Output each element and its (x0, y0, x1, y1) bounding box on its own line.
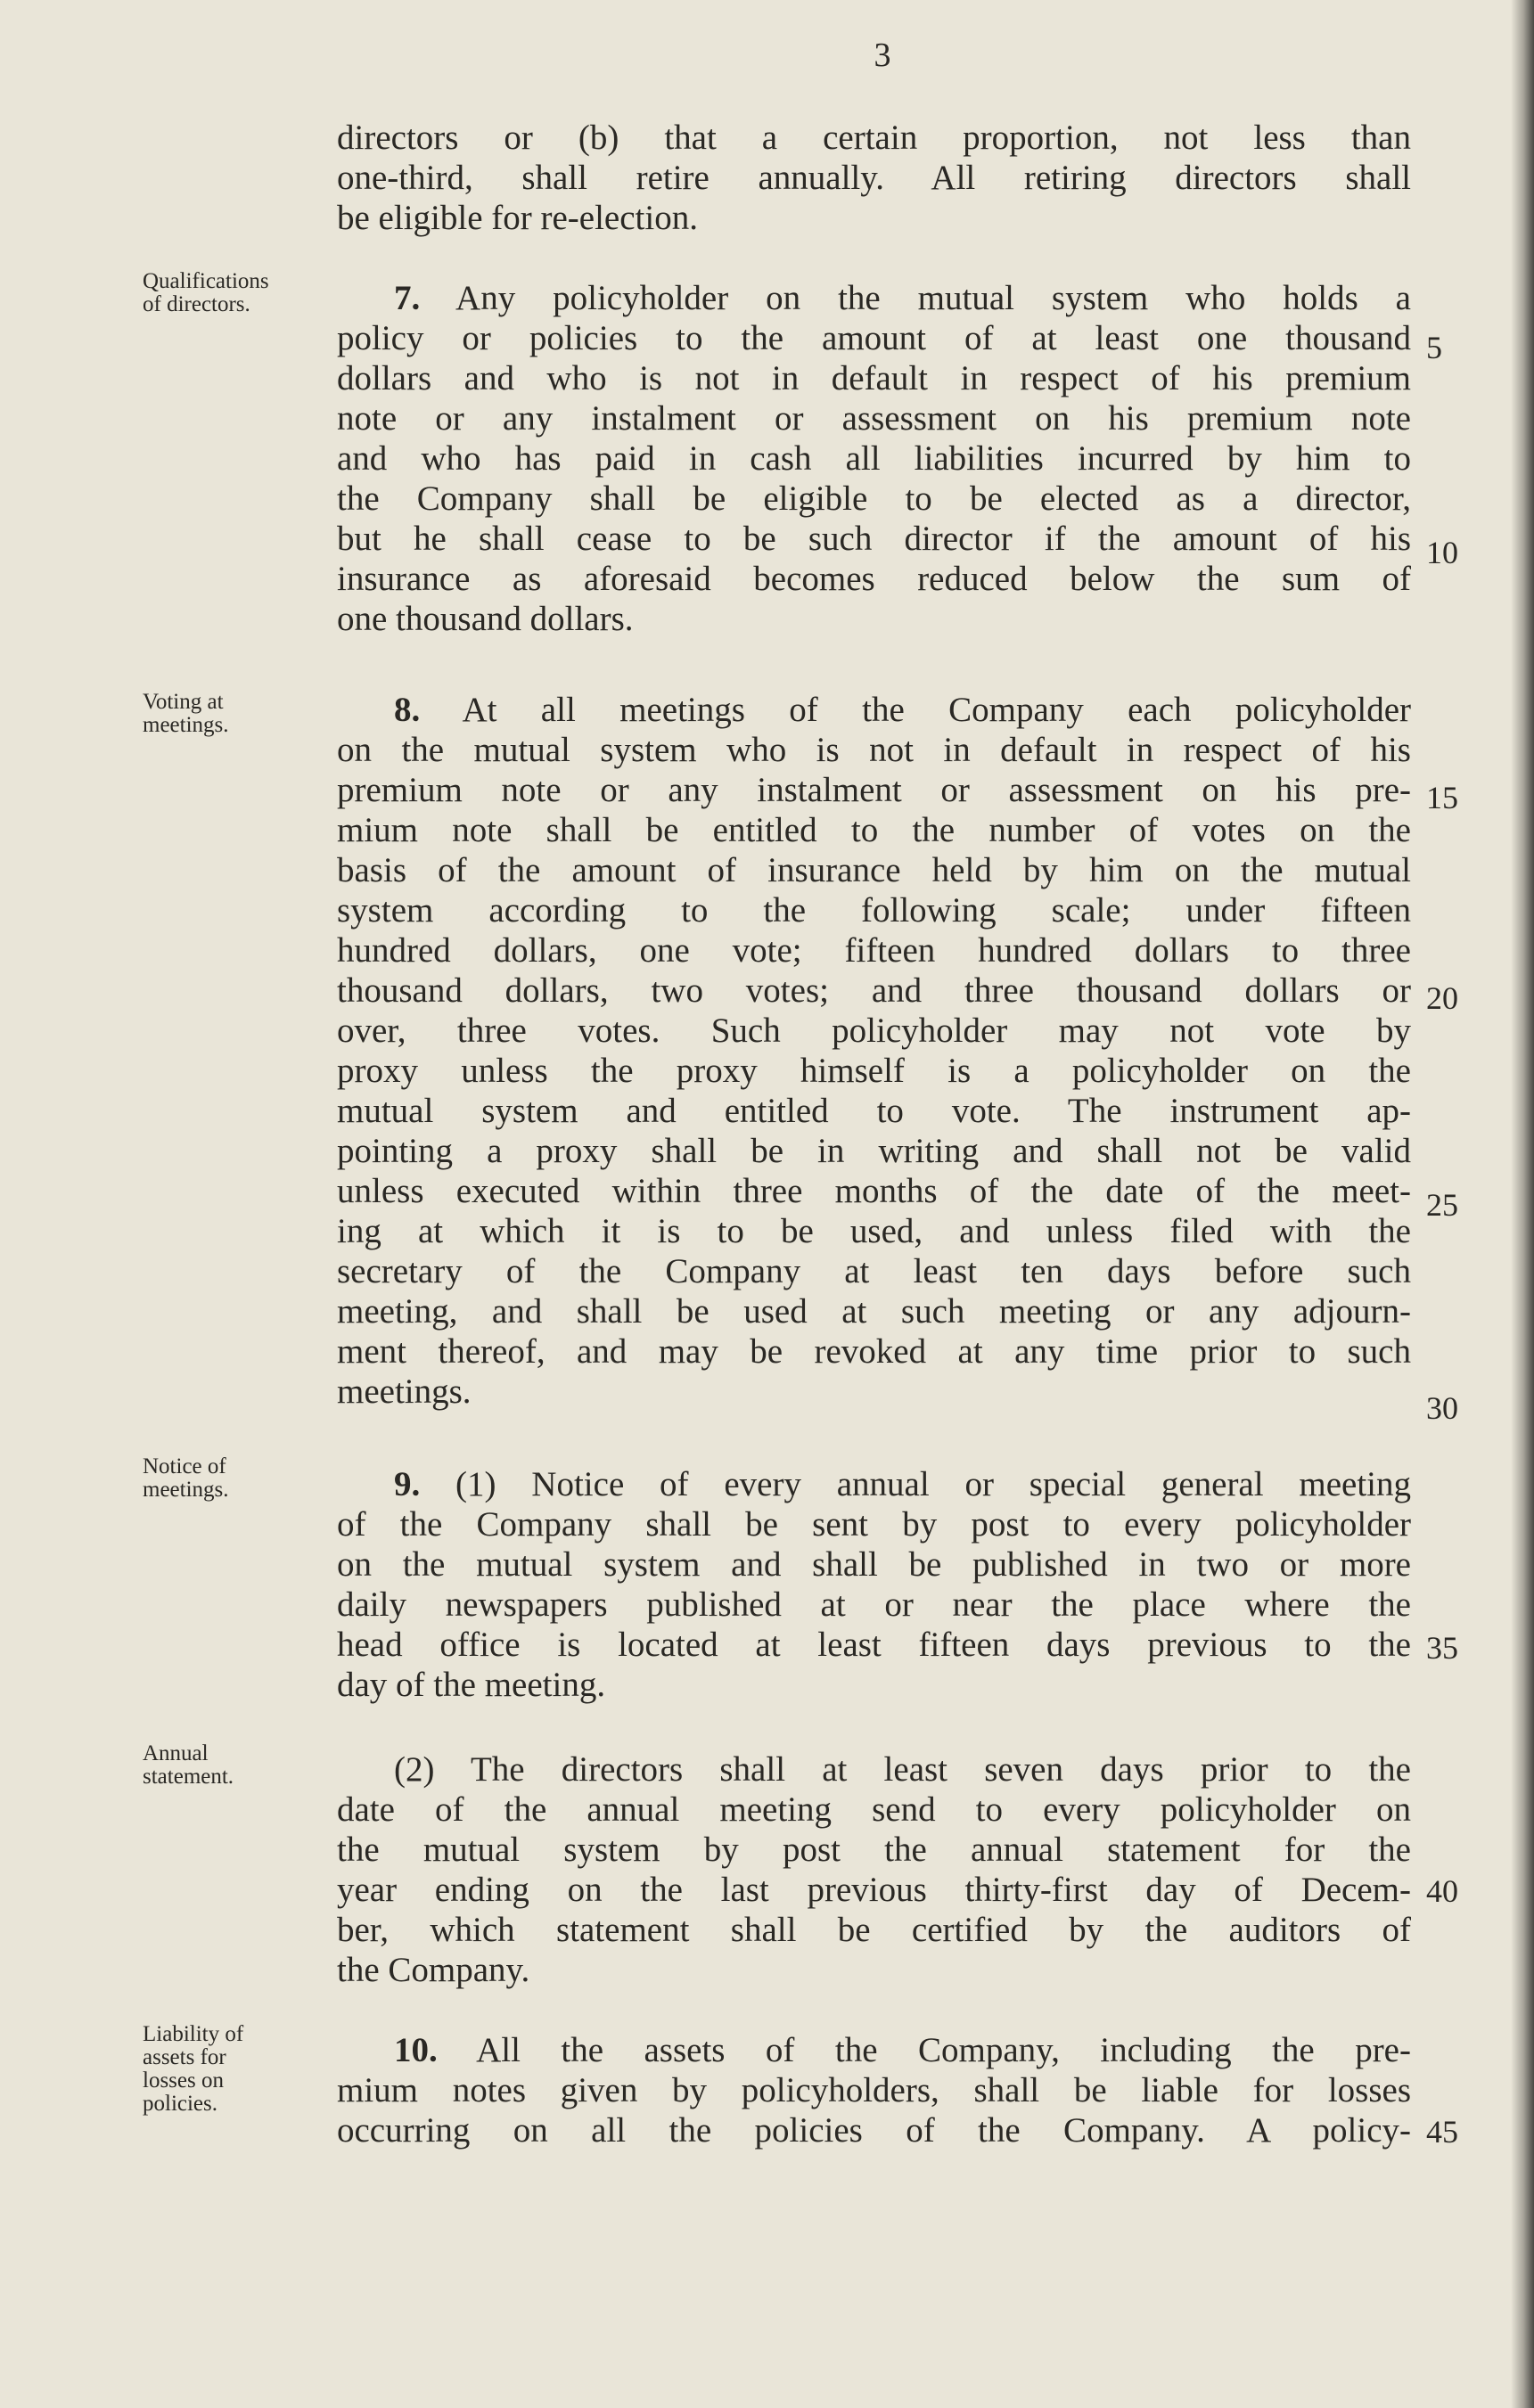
section-9 (337, 1464, 1411, 1705)
text-line: policy or policies to the amount of at least one thousand (337, 319, 1411, 357)
line-number-5: 5 (1426, 330, 1442, 365)
text-line: meetings. (337, 1372, 472, 1411)
text-line: unless executed within three months of the date of the meet- (337, 1172, 1411, 1210)
line-number-45: 45 (1426, 2114, 1458, 2150)
text-line: be eligible for re-election. (337, 199, 698, 237)
text-line: but he shall cease to be such director if the amount of his (337, 520, 1411, 558)
margin-note-notice: Notice of meetings. (143, 1454, 229, 1502)
text-line: head office is located at least fifteen days previous to the (337, 1626, 1411, 1664)
text-line: thousand dollars, two votes; and three thousand dollars or (337, 971, 1411, 1010)
margin-note-annual-statement: Annual statement. (143, 1741, 234, 1789)
section-8 (337, 690, 1411, 1412)
text-line: the Company. (337, 1951, 530, 1989)
text-line: the mutual system by post the annual statement for the (337, 1831, 1411, 1869)
section-10 (337, 2030, 1411, 2150)
text-line: pointing a proxy shall be in writing and shall not be valid (337, 1132, 1411, 1170)
text-line: 8. At all meetings of the Company each policyholder (394, 691, 1411, 729)
text-line: over, three votes. Such policyholder may not vote by (337, 1012, 1411, 1050)
margin-note-voting: Voting at meetings. (143, 690, 229, 737)
text-line: proxy unless the proxy himself is a policyholder on the (337, 1052, 1411, 1090)
text-line: note or any instalment or assessment on his premium note (337, 399, 1411, 438)
text-line: ber, which statement shall be certified by the auditors of (337, 1911, 1411, 1949)
text-line: ment thereof, and may be revoked at any time prior to such (337, 1332, 1411, 1371)
text-line: hundred dollars, one vote; fifteen hundred dollars to three (337, 931, 1411, 970)
text-line: year ending on the last previous thirty-first day of Decem- (337, 1871, 1411, 1909)
section-9-2 (337, 1749, 1411, 1990)
text-line: one-third, shall retire annually. All retiring directors shall (337, 159, 1411, 197)
text-line: ing at which it is to be used, and unless filed with the (337, 1212, 1411, 1250)
page-number: 3 (874, 37, 891, 74)
section-number: 8. (394, 691, 421, 729)
text-line: on the mutual system who is not in default in respect of his (337, 731, 1411, 769)
section-7 (337, 278, 1411, 639)
text-line: 9. (1) Notice of every annual or special general meeting (394, 1465, 1411, 1503)
text-line: dollars and who is not in default in respect of his premium (337, 359, 1411, 397)
text-line: directors or (b) that a certain proportion, not less than (337, 119, 1411, 157)
text-line: of the Company shall be sent by post to every policyholder (337, 1505, 1411, 1544)
text-line: occurring on all the policies of the Company. A policy- (337, 2111, 1411, 2150)
intro-paragraph (337, 118, 1411, 238)
text-line: the Company shall be eligible to be elected as a director, (337, 479, 1411, 518)
text-line: insurance as aforesaid becomes reduced below the sum of (337, 560, 1411, 598)
text-line: basis of the amount of insurance held by him on the mutual (337, 851, 1411, 889)
section-number: 7. (394, 279, 421, 317)
text-line: (2) The directors shall at least seven days prior to the (394, 1750, 1411, 1789)
text-line: premium note or any instalment or assessment on his pre- (337, 771, 1411, 809)
text-line: system according to the following scale; under fifteen (337, 891, 1411, 930)
text-line: meeting, and shall be used at such meeting or any adjourn- (337, 1292, 1411, 1331)
text-line: date of the annual meeting send to every policyholder on (337, 1790, 1411, 1829)
text-line: mutual system and entitled to vote. The instrument ap- (337, 1092, 1411, 1130)
line-number-25: 25 (1426, 1187, 1458, 1223)
text-line: secretary of the Company at least ten days before such (337, 1252, 1411, 1290)
section-number: 10. (394, 2031, 438, 2069)
page-edge-shadow (1511, 0, 1534, 2408)
text-line: one thousand dollars. (337, 600, 634, 638)
margin-note-qualifications: Qualifications of directors. (143, 269, 269, 316)
text-line: 7. Any policyholder on the mutual system who holds a (394, 279, 1411, 317)
text-line: 10. All the assets of the Company, including the pre- (394, 2031, 1411, 2069)
text-line: mium note shall be entitled to the number of votes on the (337, 811, 1411, 849)
line-number-15: 15 (1426, 780, 1458, 815)
section-number: 9. (394, 1465, 421, 1503)
line-number-35: 35 (1426, 1630, 1458, 1666)
line-number-20: 20 (1426, 980, 1458, 1016)
line-number-40: 40 (1426, 1873, 1458, 1909)
text-line: daily newspapers published at or near the place where the (337, 1585, 1411, 1624)
text-line: and who has paid in cash all liabilities incurred by him to (337, 439, 1411, 478)
text-line: mium notes given by policyholders, shall be liable for losses (337, 2071, 1411, 2109)
line-number-10: 10 (1426, 535, 1458, 570)
margin-note-liability: Liability of assets for losses on policies. (143, 2022, 244, 2116)
line-number-30: 30 (1426, 1390, 1458, 1426)
text-line: day of the meeting. (337, 1666, 606, 1704)
text-line: on the mutual system and shall be published in two or more (337, 1545, 1411, 1584)
